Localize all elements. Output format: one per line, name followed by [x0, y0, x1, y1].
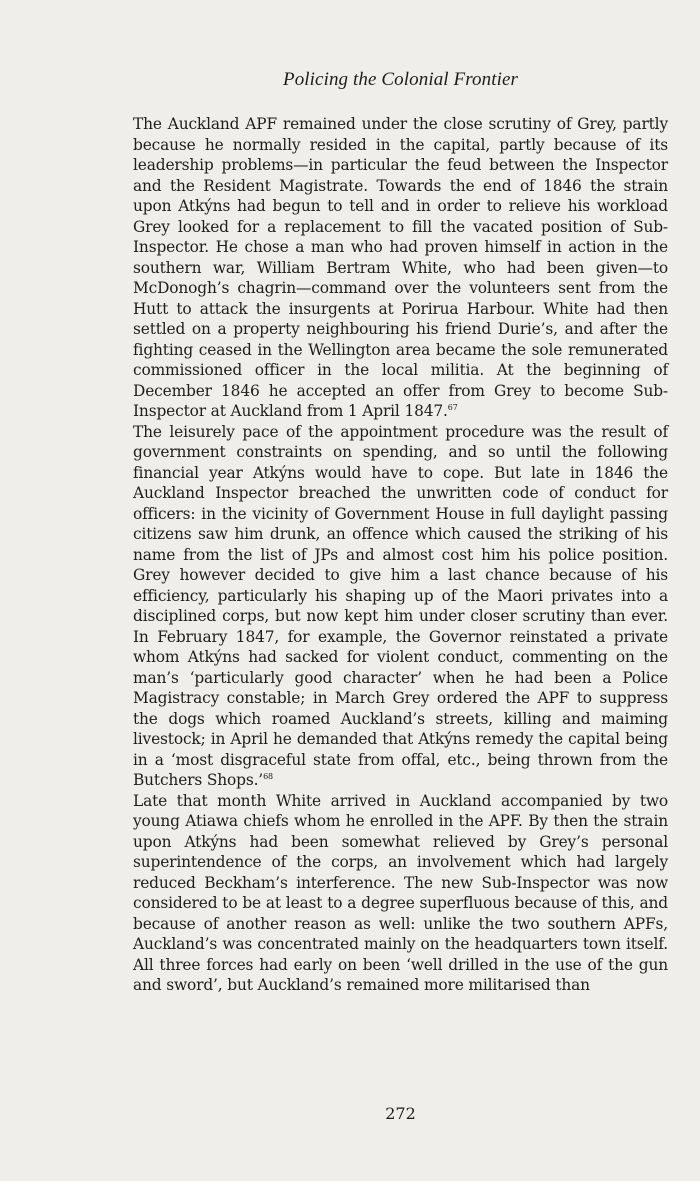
- running-head: Policing the Colonial Frontier: [282, 69, 519, 90]
- footnote-ref: 67: [447, 403, 458, 412]
- paragraph-text: The Auckland APF remained under the close scrutiny of Grey, partly because he normally resided in the capital, partly because of its leadership problems—in particular the feud between the Inspector and the Resident Magistrate. Towards the end of 1846 the strain upon Atkýns had begun to tell and in order to relieve his workload Grey looked for a replacement to fill the vacated position of Sub-Inspector. He chose a man who had proven himself in action in the southern war, William Bertram White, who had been given—to McDonogh’s chagrin—command over the volunteers sent from the Hutt to attack the insurgents at Porirua Harbour. White had then settled on a property neighbouring his friend Durie’s, and after the fighting ceased in the Wellington area became the sole remunerated commissioned officer in the local militia. At the beginning of December 1846 he accepted an offer from Grey to become Sub-Inspector at Auckland from 1 April 1847.: [133, 115, 668, 420]
- page-number: 272: [385, 1104, 416, 1123]
- paragraph: [133, 114, 668, 422]
- paragraph-text: The leisurely pace of the appointment procedure was the result of government constraints on spending, and so until the following financial year Atkýns would have to cope. But late in 1846 the Auckland Inspector breached the unwritten code of conduct for officers: in the vicinity of Government House in full daylight passing citizens saw him drunk, an offence which caused the striking of his name from the list of JPs and almost cost him his police position. Grey however decided to give him a last chance because of his efficiency, particularly his shaping up of the Maori privates into a disciplined corps, but now kept him under closer scrutiny than ever. In February 1847, for example, the Governor reinstated a private whom Atkýns had sacked for violent conduct, commenting on the man’s ‘particularly good character’ when he had been a Police Magistracy constable; in March Grey ordered the APF to suppress the dogs which roamed Auckland’s streets, killing and maiming livestock; in April he demanded that Atkýns remedy the capital being in a ‘most disgraceful state from offal, etc., being thrown from the Butchers Shops.’: [133, 422, 668, 789]
- footnote-ref: 68: [263, 772, 273, 781]
- paragraph: [133, 791, 668, 996]
- paragraph: [133, 422, 668, 791]
- body-text: [133, 114, 668, 996]
- paragraph-text: Late that month White arrived in Auckland accompanied by two young Atiawa chiefs whom he enrolled in the APF. By then the strain upon Atkýns had been somewhat relieved by Grey’s personal superintendence of the corps, an involvement which had largely reduced Beckham’s interference. The new Sub-Inspector was now considered to be at least to a degree superfluous because of this, and because of another reason as well: unlike the two southern APFs, Auckland’s was concentrated mainly on the headquarters town itself. All three forces had early on been ‘well drilled in the use of the gun and sword’, but Auckland’s remained more militarised than: [133, 791, 668, 994]
